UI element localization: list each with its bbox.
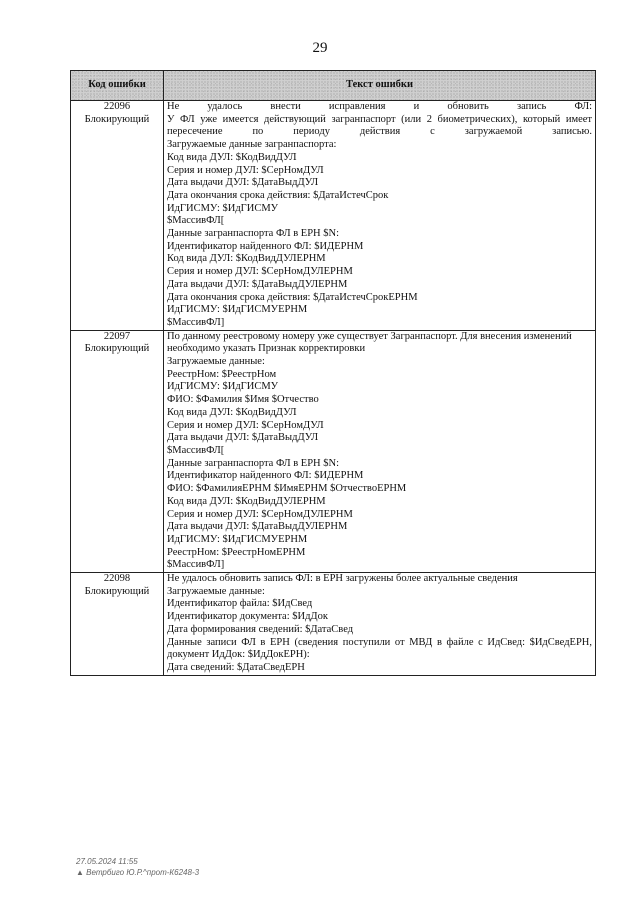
- error-text-line: $МассивФЛ]: [167, 316, 225, 328]
- error-text-cell: [164, 101, 596, 331]
- error-text-line: РеестрНом: $РеестрНомЕРНМ: [167, 546, 306, 558]
- error-text-line: Дата окончания срока действия: $ДатаИстечСрокЕРНМ: [167, 291, 418, 303]
- error-code: 22096: [103, 101, 131, 112]
- error-code: 22098: [103, 573, 131, 585]
- error-text-line: Код вида ДУЛ: $КодВидДУЛЕРНМ: [167, 495, 326, 507]
- error-code: 22097: [103, 330, 131, 342]
- error-text-line: У ФЛ уже имеется действующий загранпаспорт (или 2 биометрических), который имеет: [167, 113, 592, 125]
- error-type: Блокирующий: [84, 585, 150, 597]
- table-header-row: [71, 71, 596, 101]
- error-text-line: Данные записи ФЛ в ЕРН (сведения поступили от МВД в файле с ИдСвед: $ИдСведЕРН,: [167, 636, 592, 648]
- error-text-line: Идентификатор документа: $ИдДок: [167, 611, 328, 623]
- error-text-line: Загружаемые данные загранпаспорта:: [167, 139, 337, 151]
- footer-timestamp: 27.05.2024 11:55: [76, 857, 138, 866]
- error-text-line: Идентификатор файла: $ИдСвед: [167, 598, 313, 610]
- error-text-line: Серия и номер ДУЛ: $СерНомДУЛ: [167, 419, 324, 431]
- error-text-line: Идентификатор найденного ФЛ: $ИДЕРНМ: [167, 470, 364, 482]
- error-text-line: Не удалось внести исправления и обновить запись ФЛ:: [167, 101, 592, 112]
- error-text-line: Идентификатор найденного ФЛ: $ИДЕРНМ: [167, 240, 364, 252]
- error-text-line: пересечение по периоду действия с загружаемой записью.: [167, 126, 592, 138]
- error-text-line: Дата выдачи ДУЛ: $ДатаВыдДУЛЕРНМ: [167, 278, 348, 290]
- error-text-line: ИдГИСМУ: $ИдГИСМУ: [167, 202, 279, 214]
- table-body: [71, 101, 596, 676]
- error-text-line: Код вида ДУЛ: $КодВидДУЛ: [167, 151, 297, 163]
- error-text-cell: [164, 573, 596, 676]
- error-text-line: Дата сведений: $ДатаСведЕРН: [167, 661, 305, 673]
- error-text-line: ФИО: $ФамилияЕРНМ $ИмяЕРНМ $ОтчествоЕРНМ: [167, 483, 407, 495]
- error-text-line: $МассивФЛ[: [167, 215, 225, 227]
- error-text-line: $МассивФЛ[: [167, 444, 225, 456]
- error-table: [70, 70, 596, 676]
- error-text-line: Дата выдачи ДУЛ: $ДатаВыдДУЛ: [167, 177, 319, 189]
- error-code-cell: [71, 330, 164, 572]
- error-text-line: $МассивФЛ]: [167, 559, 225, 571]
- error-text-line: Код вида ДУЛ: $КодВидДУЛ: [167, 406, 297, 418]
- error-text-line: Дата выдачи ДУЛ: $ДатаВыдДУЛЕРНМ: [167, 521, 348, 533]
- error-text-line: ФИО: $Фамилия $Имя $Отчество: [167, 394, 319, 406]
- error-text-line: По данному реестровому номеру уже существует Загранпаспорт. Для внесения изменений: [167, 330, 572, 342]
- error-text-line: Загружаемые данные:: [167, 356, 265, 368]
- error-text-line: Код вида ДУЛ: $КодВидДУЛЕРНМ: [167, 253, 326, 265]
- error-type: Блокирующий: [84, 113, 150, 125]
- error-type: Блокирующий: [84, 343, 150, 355]
- header-error-text: Текст ошибки: [164, 71, 596, 101]
- error-text-line: ИдГИСМУ: $ИдГИСМУ: [167, 381, 279, 393]
- error-text-line: Серия и номер ДУЛ: $СерНомДУЛ: [167, 164, 324, 176]
- error-text-line: Дата окончания срока действия: $ДатаИстечСрок: [167, 189, 389, 201]
- error-text-line: Данные загранпаспорта ФЛ в ЕРН $N:: [167, 228, 340, 240]
- table-row: [71, 330, 596, 572]
- error-code-cell: [71, 101, 164, 331]
- error-text-line: РеестрНом: $РеестрНом: [167, 368, 277, 380]
- error-text-line: Данные загранпаспорта ФЛ в ЕРН $N:: [167, 457, 340, 469]
- error-text-line: ИдГИСМУ: $ИдГИСМУЕРНМ: [167, 533, 308, 545]
- error-text-line: документ ИдДок: $ИдДокЕРН):: [167, 649, 310, 661]
- error-text-line: Дата выдачи ДУЛ: $ДатаВыдДУЛ: [167, 432, 319, 444]
- error-text-line: Не удалось обновить запись ФЛ: в ЕРН загружены более актуальные сведения: [167, 573, 518, 585]
- error-text-line: необходимо указать Признак корректировки: [167, 343, 366, 355]
- header-error-code: Код ошибки: [71, 71, 164, 101]
- error-text-line: Серия и номер ДУЛ: $СерНомДУЛЕРНМ: [167, 266, 353, 278]
- error-text-line: Дата формирования сведений: $ДатаСвед: [167, 623, 354, 635]
- error-text-line: Загружаемые данные:: [167, 585, 265, 597]
- footer-signature-code: ▲ Ветрбиго Ю.Р.^прот-К6248-3: [76, 868, 200, 877]
- error-code-cell: [71, 573, 164, 676]
- error-text-line: ИдГИСМУ: $ИдГИСМУЕРНМ: [167, 304, 308, 316]
- error-text-cell: [164, 330, 596, 572]
- table-row: [71, 573, 596, 676]
- error-text-line: Серия и номер ДУЛ: $СерНомДУЛЕРНМ: [167, 508, 353, 520]
- page-number: 29: [312, 40, 328, 56]
- table-row: [71, 101, 596, 331]
